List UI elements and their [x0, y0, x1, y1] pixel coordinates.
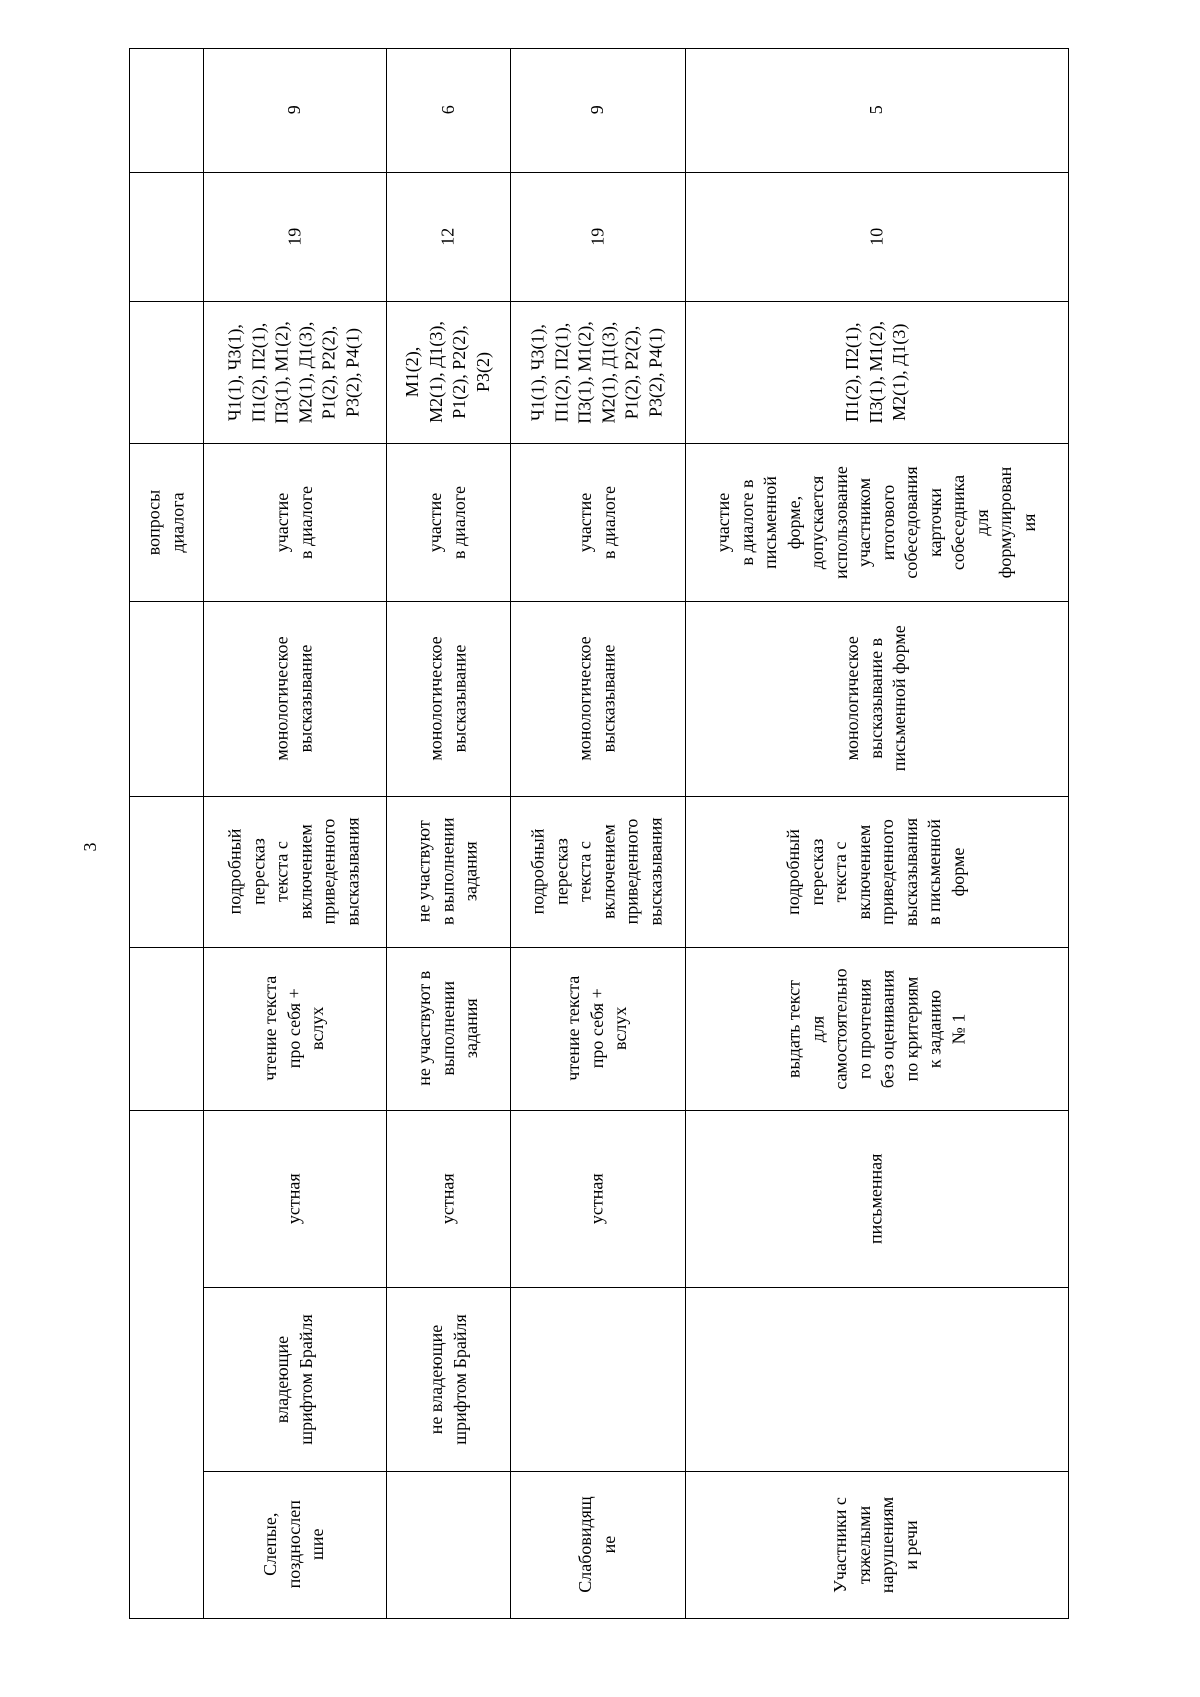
form-cell — [386, 1110, 510, 1287]
min-score-cell — [510, 48, 685, 172]
min-score: 9 — [586, 105, 607, 115]
task1-cell — [203, 947, 386, 1110]
task1-cell — [510, 947, 685, 1110]
task1-text: не участвуют в выполнении задания — [413, 971, 481, 1086]
task2-cell — [203, 796, 386, 947]
form-cell — [685, 1110, 1068, 1287]
task2-cell — [510, 796, 685, 947]
max-score-cell — [386, 172, 510, 301]
category-cell-blind — [203, 1471, 386, 1618]
header-cell-questions — [129, 443, 203, 601]
task4-text: участие в диалоге — [272, 485, 316, 559]
form-label: устная — [586, 1173, 607, 1224]
max-score-cell — [685, 172, 1068, 301]
task2-text: подробный пересказ текста с включением приведенного высказывания — [527, 817, 666, 926]
criteria-text: М1(2), М2(1), Д1(3), Р1(2), Р2(2), Р3(2) — [401, 321, 493, 423]
min-score: 5 — [865, 105, 886, 115]
category-cell-visually-impaired — [510, 1471, 685, 1618]
criteria-cell — [685, 301, 1068, 443]
table-border-line — [129, 1618, 1069, 1619]
table-border-line — [129, 48, 130, 1619]
form-cell — [510, 1110, 685, 1287]
task3-cell — [203, 601, 386, 796]
header-questions-label: вопросы диалога — [143, 489, 187, 555]
category-label: Слабовидящ ие — [574, 1496, 619, 1593]
min-score-cell — [685, 48, 1068, 172]
task1-text: чтение текста про себя + вслух — [260, 976, 328, 1081]
subgroup-label: владеющие шрифтом Брайля — [272, 1313, 316, 1445]
task2-cell — [386, 796, 510, 947]
min-score: 6 — [437, 105, 458, 115]
task4-text: участие в диалоге в письменной форме, допускается использование участником итогового собеседования карточки собеседника для формулирован ия — [712, 465, 1039, 579]
page-number: 3 — [80, 842, 100, 852]
max-score-cell — [203, 172, 386, 301]
task4-text: участие в диалоге — [575, 485, 619, 559]
criteria-text: Ч1(1), Ч3(1), П1(2), П2(1), П3(1), М1(2), М2(1), Д1(3), Р1(2), Р2(2), Р3(2), Р4(1) — [224, 320, 363, 424]
max-score: 19 — [586, 227, 607, 246]
table-border-line — [1068, 48, 1069, 1619]
max-score: 19 — [283, 227, 304, 246]
criteria-cell — [203, 301, 386, 443]
task3-cell — [510, 601, 685, 796]
task3-text: монологическое высказывание — [272, 636, 316, 761]
criteria-cell — [386, 301, 510, 443]
task4-cell — [203, 443, 386, 601]
subgroup-cell — [203, 1287, 386, 1471]
category-label: Участники с тяжелыми нарушениям и речи — [830, 1496, 921, 1593]
subgroup-label: не владеющие шрифтом Брайля — [425, 1313, 469, 1445]
subgroup-cell — [386, 1287, 510, 1471]
task2-text: подробный пересказ текста с включением приведенного высказывания в письменной форме — [783, 817, 968, 926]
form-label: устная — [283, 1173, 304, 1224]
task3-cell — [386, 601, 510, 796]
criteria-text: П1(2), П2(1), П3(1), М1(2), М2(1), Д1(3) — [842, 320, 910, 424]
task4-cell — [386, 443, 510, 601]
category-label: Слепые, позднослеп шие — [260, 1500, 328, 1589]
task3-text: монологическое высказывание — [425, 636, 469, 761]
task2-text: подробный пересказ текста с включением приведенного высказывания — [224, 817, 363, 926]
task4-text: участие в диалоге — [425, 485, 469, 559]
task4-cell — [510, 443, 685, 601]
criteria-cell — [510, 301, 685, 443]
task1-cell — [685, 947, 1068, 1110]
task3-text: монологическое высказывание — [575, 636, 619, 761]
category-cell-speech-impaired — [685, 1471, 1068, 1618]
task4-cell — [685, 443, 1068, 601]
min-score: 9 — [283, 105, 304, 115]
max-score: 12 — [437, 227, 458, 246]
task3-text: монологическое высказывание в письменной форме — [842, 625, 910, 772]
task2-text: не участвуют в выполнении задания — [413, 817, 481, 926]
task1-text: чтение текста про себя + вслух — [563, 976, 631, 1081]
max-score: 10 — [865, 227, 886, 246]
table-border-line — [510, 1287, 1068, 1288]
task2-cell — [685, 796, 1068, 947]
task1-text: выдать текст для самостоятельно го прочтения без оценивания по критериям к заданию № 1 — [783, 967, 968, 1090]
task3-cell — [685, 601, 1068, 796]
form-label: устная — [437, 1173, 458, 1224]
max-score-cell — [510, 172, 685, 301]
criteria-text: Ч1(1), Ч3(1), П1(2), П2(1), П3(1), М1(2), М2(1), Д1(3), Р1(2), Р2(2), Р3(2), Р4(1) — [527, 320, 666, 424]
task1-cell — [386, 947, 510, 1110]
min-score-cell — [203, 48, 386, 172]
form-label: письменная — [865, 1153, 886, 1244]
form-cell — [203, 1110, 386, 1287]
min-score-cell — [386, 48, 510, 172]
